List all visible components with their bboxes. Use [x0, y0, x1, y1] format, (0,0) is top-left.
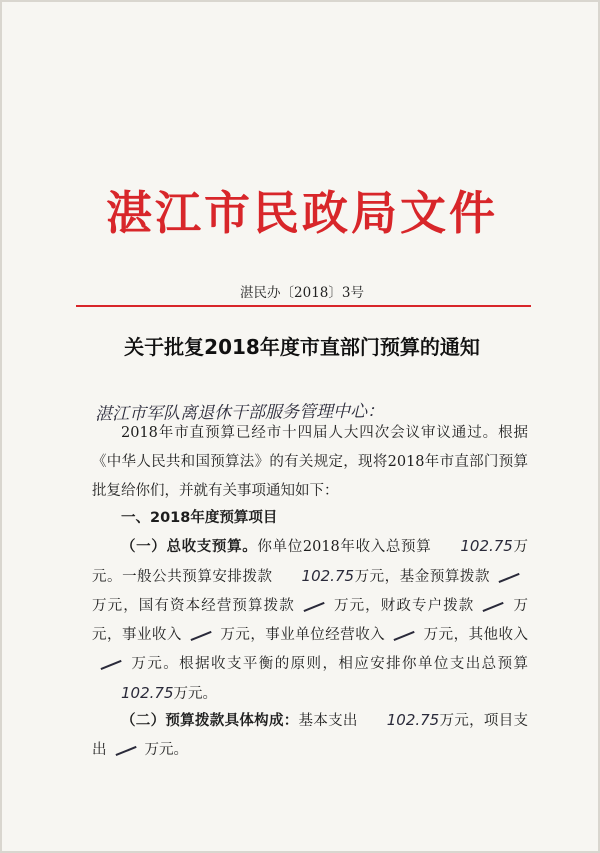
text-segment: 万元。	[144, 742, 188, 758]
handwritten-dash-mark	[391, 628, 417, 642]
text-segment: 你单位2018年收入总预算	[257, 539, 432, 555]
handwritten-dash-mark	[301, 599, 327, 613]
text-segment: 基本支出	[298, 713, 358, 729]
section-heading-budget-items: 一、2018年度预算项目	[121, 510, 278, 526]
handwritten-total-income: 102.75	[460, 537, 513, 555]
handwritten-dash-mark	[98, 657, 124, 671]
notice-title: 关于批复2018年度市直部门预算的通知	[124, 335, 480, 359]
handwritten-dash-mark	[480, 599, 506, 613]
budget-composition-label: （二）预算拨款具体构成：	[121, 713, 299, 729]
text-segment: 万元，财政专户拨款	[332, 598, 475, 614]
handwritten-addressee: 湛江市军队离退休干部服务管理中心：	[94, 401, 385, 425]
text-segment: 万元。	[173, 686, 217, 702]
text-segment: 万元，项目支出	[92, 713, 529, 758]
document-number: 湛民办〔2018〕3号	[240, 285, 364, 301]
text-segment: 万元，国有资本经营预算拨款	[92, 598, 295, 614]
handwritten-dash-mark	[113, 743, 139, 757]
text-segment: 万元，事业单位经营收入	[219, 627, 386, 643]
handwritten-basic-expenditure: 102.75	[386, 711, 440, 729]
red-divider-rule	[76, 305, 531, 307]
handwritten-total-expenditure: 102.75	[121, 684, 174, 702]
text-segment: 万元，事业收入	[92, 598, 529, 643]
budget-composition-paragraph	[92, 706, 528, 765]
total-budget-paragraph	[92, 532, 528, 709]
text-segment: 万元，基金预算拨款	[354, 569, 491, 585]
text-segment: 万元。一般公共预算安排拨款	[92, 539, 529, 585]
handwritten-dash-mark	[496, 570, 522, 584]
handwritten-public-budget: 102.75	[301, 567, 355, 585]
total-budget-label: （一）总收支预算。	[121, 539, 258, 555]
text-segment: 万元，其他收入	[423, 627, 529, 643]
intro-paragraph: 2018年市直预算已经市十四届人大四次会议审议通过。根据《中华人民共和国预算法》的有关规定，现将2018年市直部门预算批复给你们，并就有关事项通知如下：	[92, 425, 528, 499]
handwritten-dash-mark	[188, 628, 214, 642]
text-segment: 万元。根据收支平衡的原则，相应安排你单位支出总预算	[130, 656, 528, 672]
masthead-title: 湛江市民政局文件	[106, 186, 498, 240]
